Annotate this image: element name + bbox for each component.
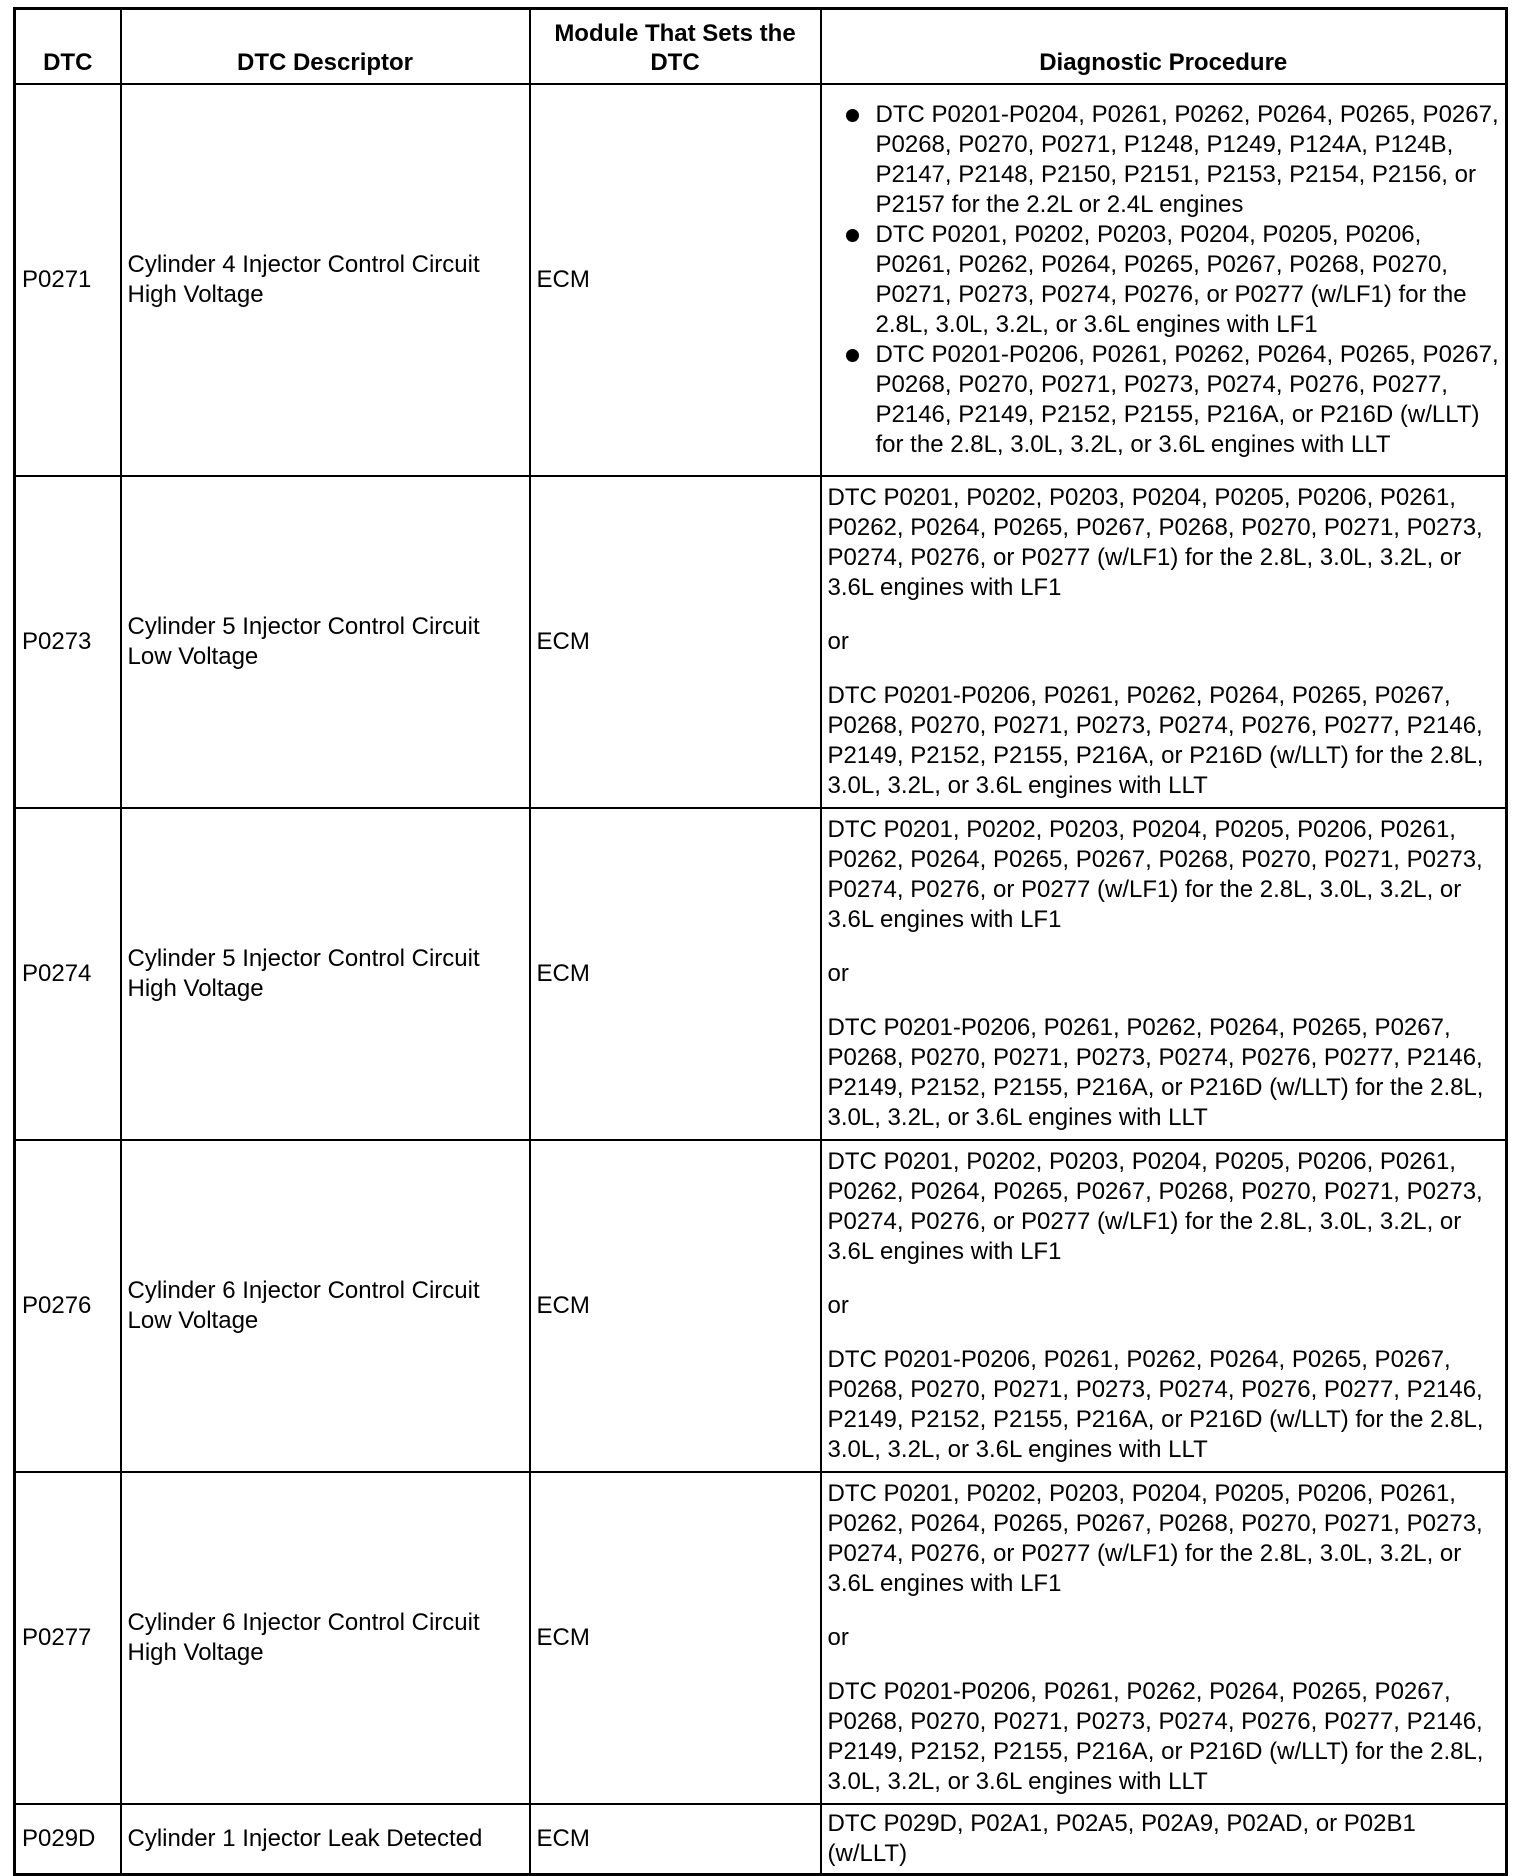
dtc-table	[13, 7, 1508, 1876]
module: ECM	[530, 808, 821, 1140]
dtc-descriptor: Cylinder 5 Injector Control Circuit High Voltage	[121, 808, 530, 1140]
diagnostic-procedure	[821, 476, 1507, 808]
procedure-or: or	[827, 628, 849, 655]
procedure-bullet-list	[828, 100, 1500, 460]
diagnostic-procedure	[821, 1140, 1507, 1472]
procedure-bullet: DTC P0201-P0204, P0261, P0262, P0264, P0265, P0267, P0268, P0270, P0271, P1248, P1249, P124A, P124B, P2147, P2148, P2150, P2151, P2153, P2154, P2156, or P2157 for the 2.2L or 2.4L engines	[875, 101, 1499, 218]
procedure-lf1: DTC P0201, P0202, P0203, P0204, P0205, P0206, P0261, P0262, P0264, P0265, P0267, P0268, P0270, P0271, P0273, P0274, P0276, or P0277 (w/LF1) for the 2.8L, 3.0L, 3.2L, or 3.6L engines with LF1	[827, 1148, 1483, 1265]
dtc-code: P0274	[15, 808, 121, 1140]
procedure-bullet: DTC P0201, P0202, P0203, P0204, P0205, P0206, P0261, P0262, P0264, P0265, P0267, P0268, P0270, P0271, P0273, P0274, P0276, or P0277 (w/LF1) for the 2.8L, 3.0L, 3.2L, or 3.6L engines with LF1	[876, 220, 1500, 340]
procedure-llt: DTC P0201-P0206, P0261, P0262, P0264, P0265, P0267, P0268, P0270, P0271, P0273, P0274, P0276, P0277, P2146, P2149, P2152, P2155, P216A, or P216D (w/LLT) for the 2.8L, 3.0L, 3.2L, or 3.6L engines with LLT	[827, 1678, 1484, 1795]
diagnostic-procedure	[821, 84, 1507, 476]
module: ECM	[530, 476, 821, 808]
diagnostic-procedure	[821, 1472, 1507, 1804]
procedure-lf1: DTC P0201, P0202, P0203, P0204, P0205, P0206, P0261, P0262, P0264, P0265, P0267, P0268, P0270, P0271, P0273, P0274, P0276, or P0277 (w/LF1) for the 2.8L, 3.0L, 3.2L, or 3.6L engines with LF1	[827, 816, 1483, 933]
diagnostic-procedure	[821, 1804, 1507, 1875]
module: ECM	[530, 1472, 821, 1804]
procedure-llt: DTC P0201-P0206, P0261, P0262, P0264, P0265, P0267, P0268, P0270, P0271, P0273, P0274, P0276, P0277, P2146, P2149, P2152, P2155, P216A, or P216D (w/LLT) for the 2.8L, 3.0L, 3.2L, or 3.6L engines with LLT	[827, 1346, 1484, 1463]
procedure-lf1: DTC P0201, P0202, P0203, P0204, P0205, P0206, P0261, P0262, P0264, P0265, P0267, P0268, P0270, P0271, P0273, P0274, P0276, or P0277 (w/LF1) for the 2.8L, 3.0L, 3.2L, or 3.6L engines with LF1	[827, 1480, 1483, 1597]
procedure-llt: DTC P029D, P02A1, P02A5, P02A9, P02AD, or P02B1 (w/LLT)	[827, 1810, 1416, 1867]
header-procedure: Diagnostic Procedure	[821, 9, 1507, 85]
dtc-code: P0277	[15, 1472, 121, 1804]
table-row	[15, 84, 1507, 476]
dtc-descriptor: Cylinder 6 Injector Control Circuit Low Voltage	[121, 1140, 530, 1472]
dtc-table-page	[13, 7, 1505, 1876]
dtc-descriptor: Cylinder 6 Injector Control Circuit High Voltage	[121, 1472, 530, 1804]
module: ECM	[530, 1804, 821, 1875]
module: ECM	[530, 84, 821, 476]
procedure-or: or	[827, 960, 849, 987]
table-row	[15, 808, 1507, 1140]
dtc-descriptor: Cylinder 4 Injector Control Circuit High Voltage	[121, 84, 530, 476]
procedure-llt: DTC P0201-P0206, P0261, P0262, P0264, P0265, P0267, P0268, P0270, P0271, P0273, P0274, P0276, P0277, P2146, P2149, P2152, P2155, P216A, or P216D (w/LLT) for the 2.8L, 3.0L, 3.2L, or 3.6L engines with LLT	[827, 1014, 1484, 1131]
dtc-code: P0271	[15, 84, 121, 476]
procedure-lf1: DTC P0201, P0202, P0203, P0204, P0205, P0206, P0261, P0262, P0264, P0265, P0267, P0268, P0270, P0271, P0273, P0274, P0276, or P0277 (w/LF1) for the 2.8L, 3.0L, 3.2L, or 3.6L engines with LF1	[827, 484, 1483, 601]
dtc-descriptor: Cylinder 1 Injector Leak Detected	[121, 1804, 530, 1875]
module: ECM	[530, 1140, 821, 1472]
table-row	[15, 1804, 1507, 1875]
table-row	[15, 476, 1507, 808]
dtc-code: P0273	[15, 476, 121, 808]
procedure-llt: DTC P0201-P0206, P0261, P0262, P0264, P0265, P0267, P0268, P0270, P0271, P0273, P0274, P0276, P0277, P2146, P2149, P2152, P2155, P216A, or P216D (w/LLT) for the 2.8L, 3.0L, 3.2L, or 3.6L engines with LLT	[827, 682, 1484, 799]
dtc-descriptor: Cylinder 5 Injector Control Circuit Low Voltage	[121, 476, 530, 808]
table-row	[15, 1140, 1507, 1472]
header-module: Module That Sets the DTC	[530, 9, 821, 85]
procedure-or: or	[827, 1292, 849, 1319]
procedure-or: or	[827, 1624, 849, 1651]
dtc-code: P029D	[15, 1804, 121, 1875]
header-descriptor: DTC Descriptor	[121, 9, 530, 85]
table-header-row	[15, 9, 1507, 85]
procedure-bullet: DTC P0201-P0206, P0261, P0262, P0264, P0265, P0267, P0268, P0270, P0271, P0273, P0274, P0276, P0277, P2146, P2149, P2152, P2155, P216A, or P216D (w/LLT) for the 2.8L, 3.0L, 3.2L, or 3.6L engines with LLT	[875, 341, 1499, 458]
header-dtc: DTC	[15, 9, 121, 85]
diagnostic-procedure	[821, 808, 1507, 1140]
table-row	[15, 1472, 1507, 1804]
dtc-code: P0276	[15, 1140, 121, 1472]
